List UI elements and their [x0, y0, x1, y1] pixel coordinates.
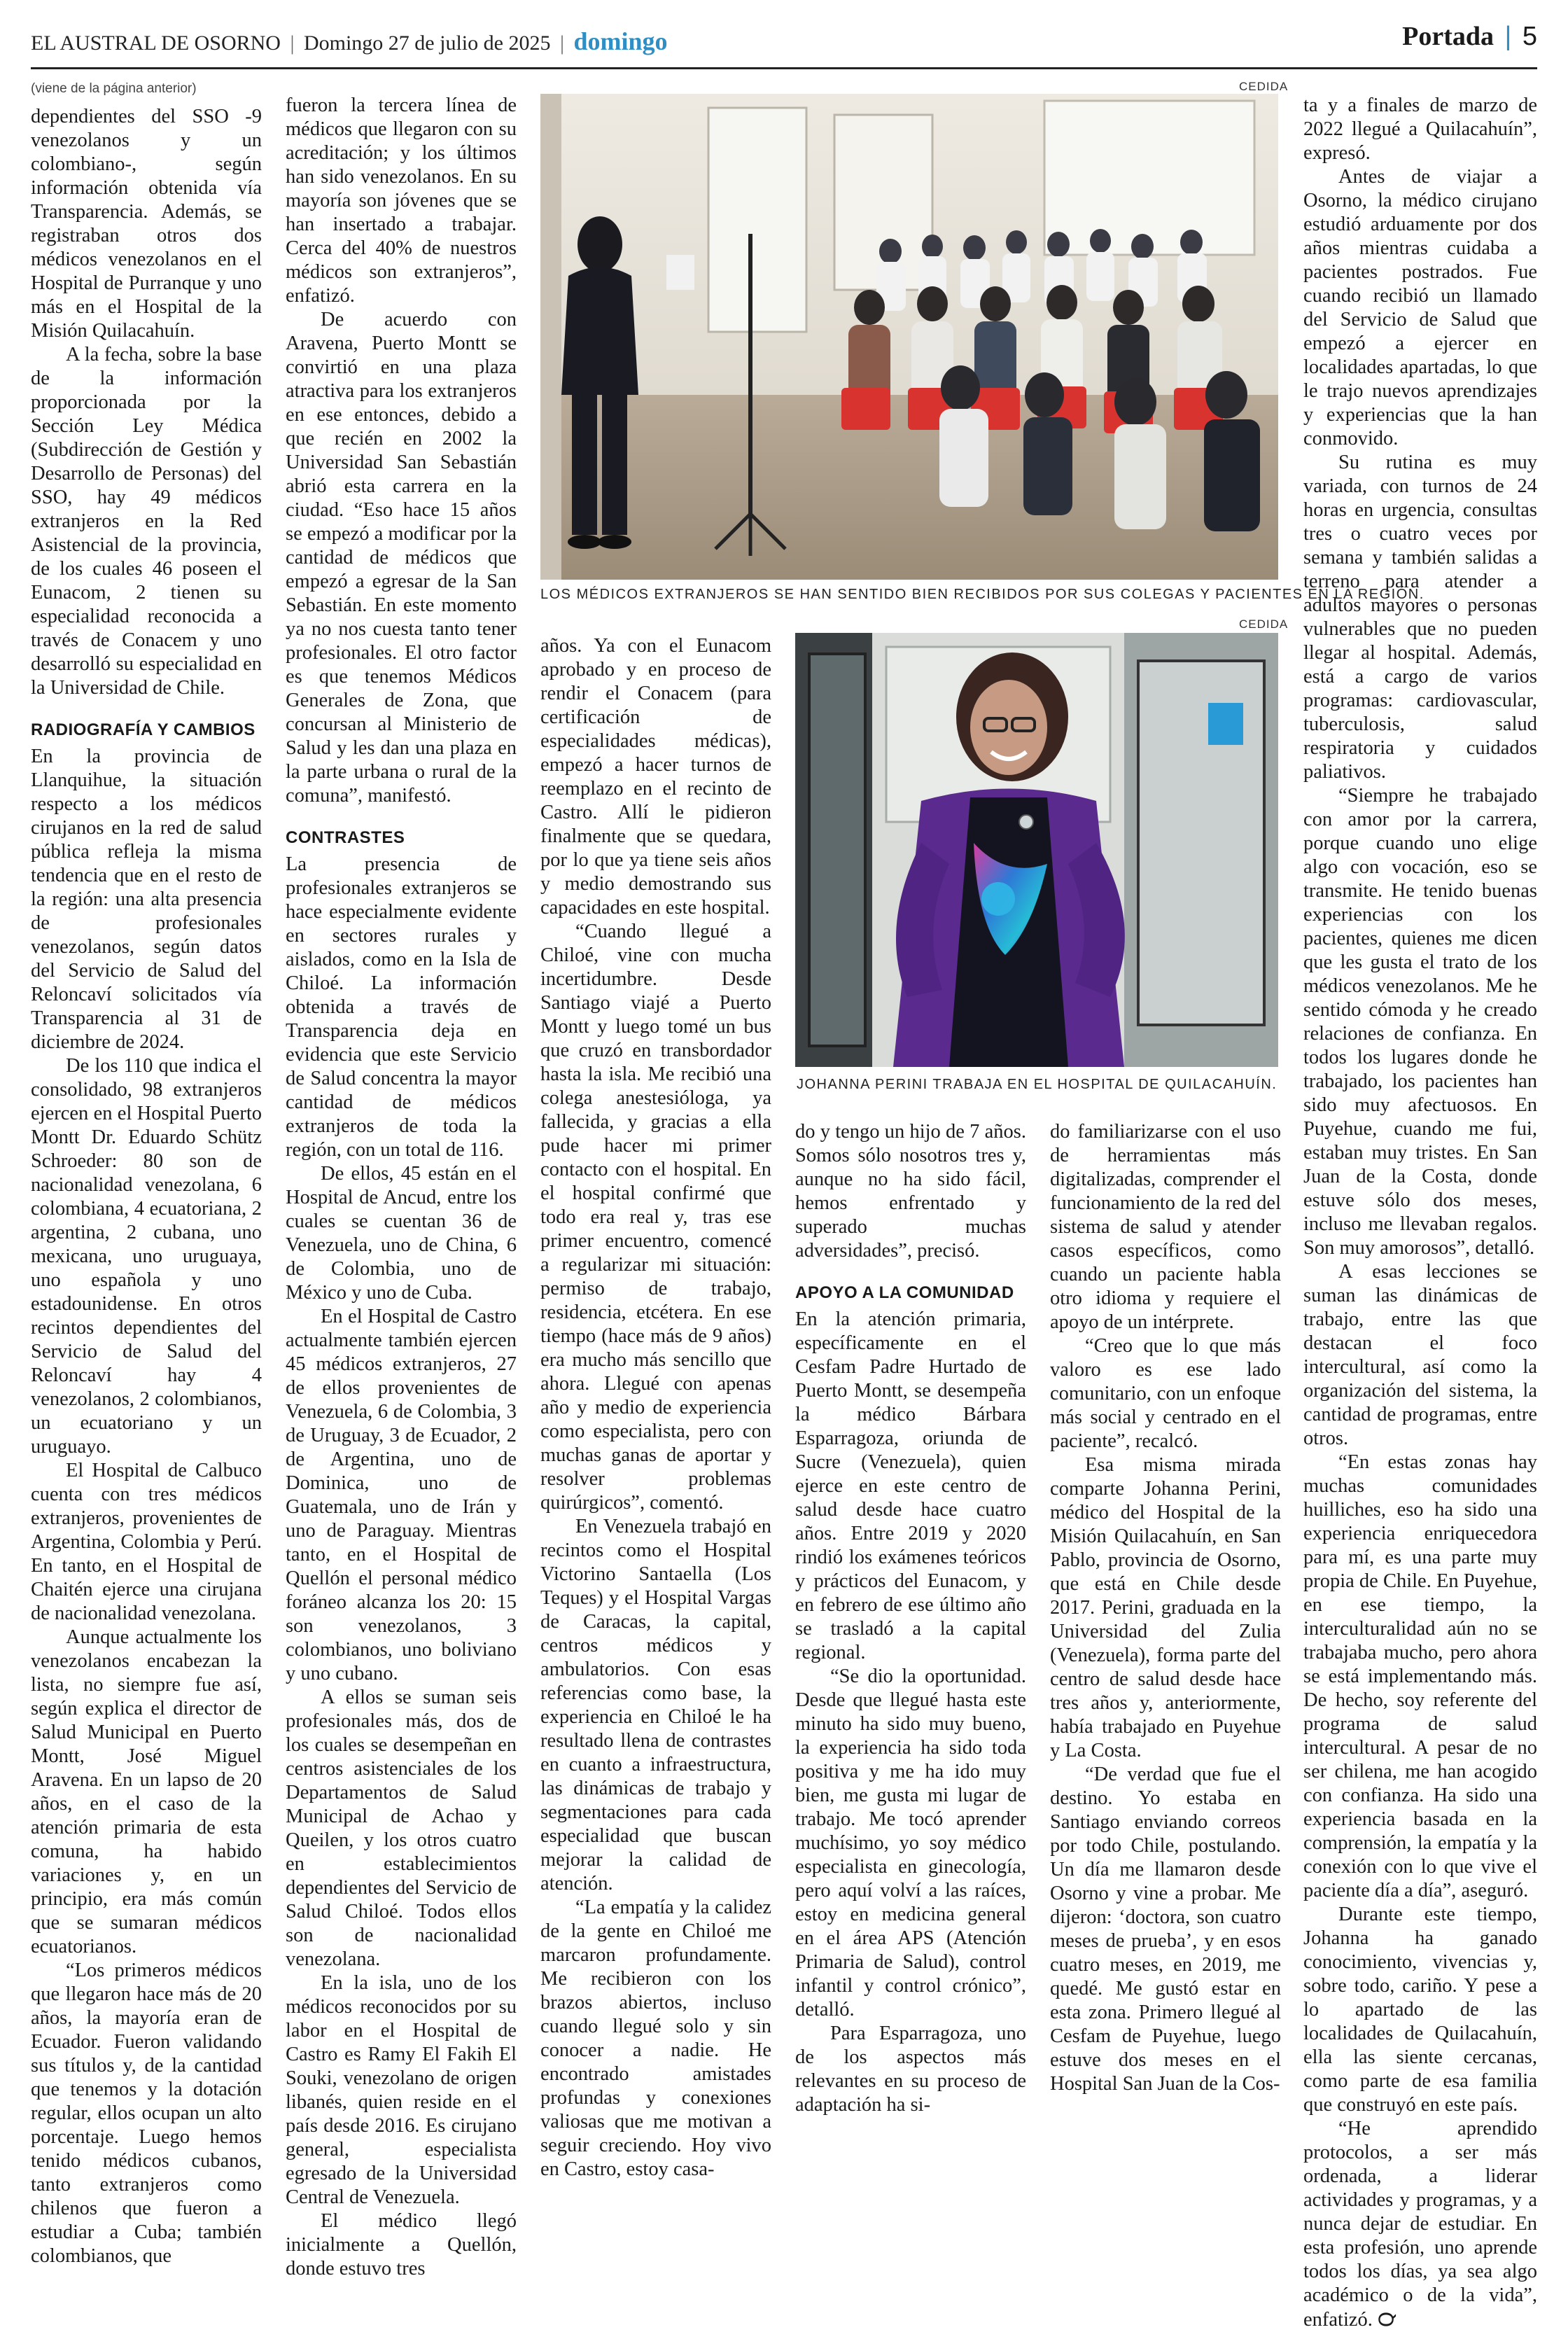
paragraph: “Se dio la oportunidad. Desde que llegué hasta este minuto ha sido muy bueno, la experiencia ha sido toda positiva y me ha ido muy bien, me gusta mi lugar de trabajo. Me tocó aprender muchísimo, yo soy médico especialista en ginecología, pero aquí volví a las raíces, estoy en medicina general en el área APS (Atención Primaria de Salud), control infantil y control crónico”, detalló. — [795, 1666, 1026, 2020]
paragraph: En la atención primaria, específicamente en el Cesfam Padre Hurtado de Puerto Montt, se desempeña la médico Bárbara Esparragoza, oriunda de Sucre (Venezuela), quien ejerce en este centro de salud desde hace cuatro años. Entre 2019 y 2020 rindió los exámenes teóricos y prácticos del Eunacom, y en febrero de ese último año se trasladó a la capital regional. — [795, 1308, 1026, 1663]
paragraph: Antes de viajar a Osorno, la médico cirujano estudió arduamente por dos años mientras cuidaba a pacientes postrados. Fue cuando recibió un llamado del Servicio de Salud que empezó a ejercer en localidades apartadas, lo que le trajo nuevos aprendizajes y experiencias que la han conmovido. — [1303, 166, 1537, 449]
header-rule — [31, 67, 1537, 69]
page-number: 5 — [1522, 22, 1537, 51]
paragraph: “Cuando llegué a Chiloé, vine con mucha incertidumbre. Desde Santiago viajé a Puerto Montt y luego tomé un bus que cruzó en transbordador hasta la isla. Me recibió una colega anestesióloga, ya fallecida, y gracias a ella pude hacer mi primer contacto con el hospital. En el hospital confirmé que todo era real y, tras ese primer encuentro, comencé a regularizar mi situación: permiso de trabajo, residencia, etcétera. En ese tiempo (hace más de 9 años) era mucho más sencillo que ahora. Llegué con apenas año y medio de experiencia como especialista, pero con muchas ganas de aportar y resolver problemas quirúrgicos”, comentó. — [540, 921, 771, 1514]
paragraph: ta y a finales de marzo de 2022 llegué a Quilacahuín”, expresó. — [1303, 95, 1537, 164]
subheading: RADIOGRAFÍA Y CAMBIOS — [31, 720, 255, 739]
end-mark-icon: ℺ — [1378, 2308, 1396, 2331]
photo-credit: CEDIDA — [1239, 617, 1289, 631]
hero-photo — [540, 94, 1278, 580]
paragraph: do familiarizarse con el uso de herramientas más digitalizadas, comprender el funcionamiento de la red del sistema de salud y atender casos específicos, como cuando un paciente habla otro idioma y requiere el apoyo de un intérprete. — [1050, 1121, 1281, 1333]
paragraph: “Siempre he trabajado con amor por la carrera, porque cuando uno elige algo con vocación, eso se transmite. He tenido buenas experiencias con los pacientes, quienes me dicen que les gusta el trato de los médicos venezolanos. Me he sentido cómoda y he creado relaciones de confianza. En todos los lugares donde he trabajado, los pacientes han sido muy afectuosos. En Puyehue, cuando me fui, estaban muy tristes. En San Juan de la Costa, donde estuve sólo dos meses, incluso me llevaban regalos. Son muy amorosos”, detalló. — [1303, 785, 1537, 1259]
paragraph: En la isla, uno de los médicos reconocidos por su labor en el Hospital de Castro es Ramy El Fakih El Souki, venezolano de origen libanés, quien reside en el país desde 2016. Es cirujano general, especialista egresado de la Universidad Central de Venezuela. — [286, 1972, 517, 2208]
supplement-name: domingo — [573, 27, 668, 55]
article-column-3 — [540, 634, 771, 2181]
paragraph: “De verdad que fue el destino. Yo estaba en Santiago enviando correos por todo Chile, postulando. Un día me llamaron desde Osorno y vine a probar. Me dijeron: ‘doctora, son cuatro meses de prueba’, y en esos cuatro meses, en 2019, me quedé. Me gustó estar en esta zona. Primero llegué al Cesfam de Puyehue, luego estuve dos meses en el Hospital San Juan de la Cos- — [1050, 1764, 1281, 2095]
paragraph: De los 110 que indica el consolidado, 98 extranjeros ejercen en el Hospital Puerto Montt Dr. Eduardo Schütz Schroeder: 80 son de nacionalidad venezolana, 6 colombiana, 4 ecuatoriana, 2 argentina, 2 cubana, uno mexicana, uno uruguaya, uno española y uno estadounidense. En otros recintos dependientes del Servicio de Salud del Reloncaví hay 4 venezolanos, 2 colombianos, un ecuatoriano y un uruguayo. — [31, 1055, 262, 1458]
masthead: EL AUSTRAL DE OSORNO | Domingo 27 de julio de 2025 | domingo — [31, 27, 668, 55]
doctor-portrait-illustration — [795, 633, 1278, 1067]
paragraph: do y tengo un hijo de 7 años. Somos sólo nosotros tres y, aunque no ha sido fácil, hemos enfrentado y superado muchas adversidades”, precisó. — [795, 1121, 1026, 1262]
paragraph: Aunque actualmente los venezolanos encabezan la lista, no siempre fue así, según explica el director de Salud Municipal en Puerto Montt, José Miguel Aravena. En un lapso de 20 años, en el caso de la atención primaria de esta comuna, ha habido variaciones y, en un principio, era más común que se sumaran médicos ecuatorianos. — [31, 1626, 262, 1957]
paragraph: “En estas zonas hay muchas comunidades huilliches, eso ha sido una experiencia enriquecedora para mí, es una parte muy propia de Chile. En Puyehue, en ese tiempo, la interculturalidad aún no se trabajaba mucho, pero ahora se está implementando más. De hecho, soy referente del programa de salud intercultural. A pesar de no ser chilena, me han acogido con confianza. Ha sido una experiencia basada en la comprensión, la empatía y la conexión con lo que vive el paciente día a día”, aseguró. — [1303, 1451, 1538, 1901]
paragraph: Para Esparragoza, uno de los aspectos más relevantes en su proceso de adaptación ha si- — [795, 2023, 1026, 2116]
paragraph: A ellos se suman seis profesionales más, dos de los cuales se desempeñan en centros asistenciales de los Departamentos de Salud Municipal de Achao y Queilen, y los otros cuatro en establecimientos dependientes del Servicio de Salud Chiloé. Todos ellos son de nacionalidad venezolana. — [286, 1687, 517, 1970]
paragraph: De acuerdo con Aravena, Puerto Montt se convirtió en una plaza atractiva para los extranjeros en ese entonces, debido a que recién en 2002 la Universidad San Sebastián abrió esta carrera en la ciudad. “Eso hace 15 años se empezó a modificar por la cantidad de médicos que empezó a egresar de la San Sebastián. En este momento ya no nos cuesta tanto tener profesionales. El otro factor es que tenemos Médicos Generales de Zona, que concursan al Ministerio de Salud y les dan una plaza en la parte urbana o rural de la comuna”, manifestó. — [286, 309, 517, 807]
paragraph: La presencia de profesionales extranjeros se hace especialmente evidente en sectores rurales y aislados, como en la Isla de Chiloé. La información obtenida a través de Transparencia deja en evidencia que este Servicio de Salud concentra la mayor cantidad de médicos extranjeros de toda la región, con un total de 116. — [286, 853, 517, 1161]
paragraph: “Los primeros médicos que llegaron hace más de 20 años, la mayoría eran de Ecuador. Fueron validando sus títulos y, de la cantidad que tenemos y la dotación regular, ellos ocupan un alto porcentaje. Luego hemos tenido médicos cubanos, tanto extranjeros como chilenos que fueron a estudiar a Cuba; también colombianos, que — [31, 1960, 262, 2267]
paragraph: Su rutina es muy variada, con turnos de 24 horas en urgencia, consultas tres o cuatro veces por semana y también salidas a terreno para atender a adultos mayores o personas vulnerables que no pueden llegar al hospital. Además, está a cargo de varios programas: cardiovascular, tuberculosis, salud respiratoria y cuidados paliativos. — [1303, 452, 1537, 783]
article-column-4 — [795, 1120, 1026, 2117]
paragraph: “He aprendido protocolos, a ser más ordenada, a liderar actividades y programas, y a nunca dejar de estudiar. En esta profesión, uno aprende todos los días, ya sea algo académico o de la vida”, enfatizó. ℺ — [1303, 2118, 1537, 2331]
conference-room-illustration — [540, 94, 1278, 580]
paragraph: En Venezuela trabajó en recintos como el Hospital Victorino Santaella (Los Teques) y el Hospital Vargas de Caracas, la capital, centros médicos y ambulatorios. Con esas referencias como base, la experiencia en Chiloé le ha resultado llena de contrastes en cuanto a infraestructura, las dinámicas de trabajo y segmentaciones para cada especialidad que buscan mejorar la calidad de atención. — [540, 1516, 771, 1894]
page-label: Portada | 5 — [1402, 22, 1537, 51]
subheading: CONTRASTES — [286, 828, 405, 847]
newspaper-name: EL AUSTRAL DE OSORNO — [31, 32, 281, 55]
paragraph: “Creo que lo que más valoro es ese lado comunitario, con un enfoque más social y centrado en el paciente”, recalcó. — [1050, 1335, 1281, 1452]
paragraph: El Hospital de Calbuco cuenta con tres médicos extranjeros, provenientes de Argentina, Colombia y Perú. En tanto, en el Hospital de Chaitén ejerce una cirujana de nacionalidad venezolana. — [31, 1460, 262, 1624]
paragraph: El médico llegó inicialmente a Quellón, donde estuvo tres — [286, 2210, 517, 2279]
paragraph: años. Ya con el Eunacom aprobado y en proceso de rendir el Conacem (para certificación de especialidades médicas), empezó a hacer turnos de reemplazo en el recinto de Castro. Allí le pidieron finalmente que se quedara, por lo que ya tiene seis años y medio demostrando sus capacidades en este hospital. — [540, 635, 771, 919]
subheading: APOYO A LA COMUNIDAD — [795, 1283, 1014, 1302]
paragraph: En el Hospital de Castro actualmente también ejercen 45 médicos extranjeros, 27 de ellos provenientes de Venezuela, 6 de Colombia, 3 de Uruguay, 3 de Ecuador, 2 de Argentina, uno de Dominica, uno de Guatemala, uno de Irán y uno de Paraguay. Mientras tanto, en el Hospital de Quellón el personal médico foráneo alcanza los 20: 15 son venezolanos, 3 colombianos, uno boliviano y uno cubano. — [286, 1306, 517, 1684]
continuation-note: (viene de la página anterior) — [31, 81, 197, 96]
paragraph: dependientes del SSO -9 venezolanos y un colombiano-, según información obtenida vía Transparencia. Además, se registraban otros dos médicos venezolanos en el Hospital de Purranque y uno más en el Hospital de la Misión Quilacahuín. — [31, 106, 262, 342]
photo-caption: LOS MÉDICOS EXTRANJEROS SE HAN SENTIDO BIEN RECIBIDOS POR SUS COLEGAS Y PACIENTES EN LA REGIÓN. — [540, 587, 1424, 602]
paragraph: fueron la tercera línea de médicos que llegaron con su acreditación; y los últimos han sido venezolanos. En su mayoría son jóvenes que se han insertado a trabajar. Cerca del 40% de nuestros médicos son extranjeros”, enfatizó. — [286, 95, 517, 307]
paragraph: Durante este tiempo, Johanna ha ganado conocimiento, vivencias y, sobre todo, cariño. Y pese a lo apartado de las localidades de Quilacahuín, ella las siente cercanas, como parte de esa familia que construyó en este país. — [1303, 1904, 1537, 2116]
section-name: Portada — [1402, 22, 1494, 51]
issue-date: Domingo 27 de julio de 2025 — [303, 32, 551, 55]
page-header — [31, 21, 1537, 63]
article-column-2 — [286, 94, 517, 2281]
paragraph: De ellos, 45 están en el Hospital de Ancud, entre los cuales se cuentan 36 de Venezuela, uno de China, 6 de Colombia, uno de México y uno de Cuba. — [286, 1163, 517, 1304]
paragraph: “La empatía y la calidez de la gente en Chiloé me marcaron profundamente. Me recibieron con los brazos abiertos, incluso cuando llegué solo y sin conocer a nadie. He encontrado amistades profundas y conexiones valiosas que me motivan a seguir creciendo. Hoy vivo en Castro, estoy casa- — [540, 1897, 771, 2180]
article-column-5 — [1050, 1120, 1281, 2096]
paragraph: En la provincia de Llanquihue, la situación respecto a los médicos cirujanos en la red de salud pública refleja la misma tendencia que en el resto de la región: una alta presencia de profesionales venezolanos, según datos del Servicio de Salud del Reloncaví solicitados vía Transparencia al 31 de diciembre de 2024. — [31, 746, 262, 1053]
paragraph: A la fecha, sobre la base de la información proporcionada por la Sección Ley Médica (Subdirección de Gestión y Desarrollo de Personas) del SSO, hay 49 médicos extranjeros en la Red Asistencial de la provincia, de los cuales 46 poseen el Eunacom, 2 tienen su especialidad reconocida a través de Conacem y uno desarrolló su especialidad en la Universidad de Chile. — [31, 344, 262, 699]
article-column-1 — [31, 77, 262, 2268]
photo-credit: CEDIDA — [1239, 80, 1289, 93]
photo-caption: JOHANNA PERINI TRABAJA EN EL HOSPITAL DE QUILACAHUÍN. — [797, 1077, 1278, 1092]
portrait-photo — [795, 633, 1278, 1067]
article-column-6 — [1303, 94, 1537, 2332]
paragraph: A esas lecciones se suman las dinámicas de trabajo, entre las que destacan el foco intercultural, así como la organización del sistema, la cantidad de programas, entre otros. — [1303, 1261, 1537, 1449]
paragraph: Esa misma mirada comparte Johanna Perini, médico del Hospital de la Misión Quilacahuín, en San Pablo, provincia de Osorno, que está en Chile desde 2017. Perini, graduada en la Universidad del Zulia (Venezuela), forma parte del centro de salud desde hace tres años y, anteriormente, había trabajado en Puyehue y La Costa. — [1050, 1454, 1281, 1761]
